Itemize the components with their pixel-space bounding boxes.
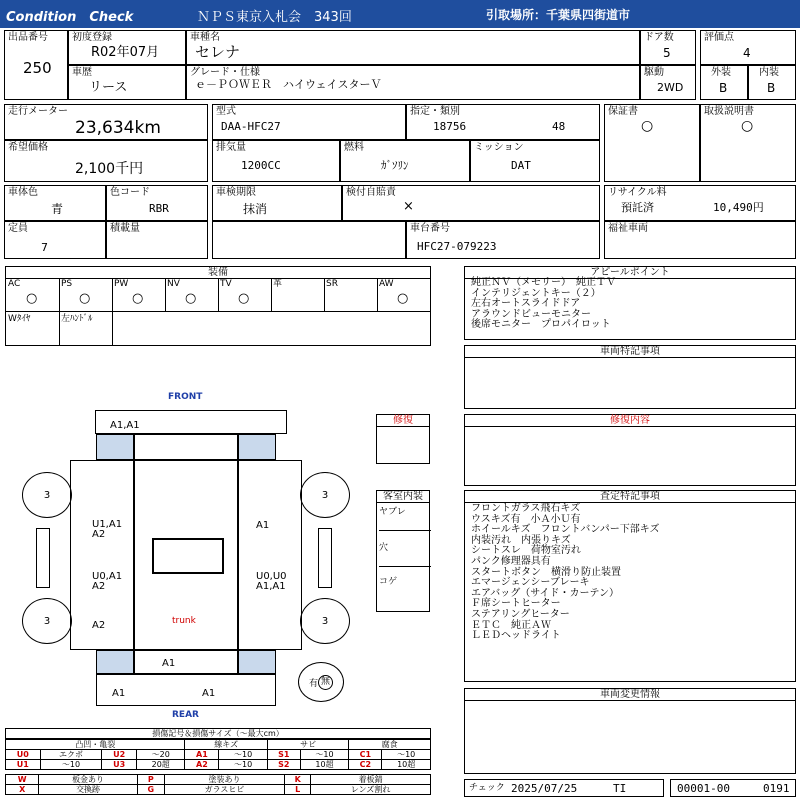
change-info-title: 車両変更情報 — [465, 689, 795, 701]
color-code-value: RBR — [149, 202, 169, 215]
history-cell — [68, 65, 186, 100]
symbol-cell: L — [285, 785, 311, 795]
front-label: FRONT — [168, 392, 203, 402]
body-color-value: 青 — [51, 202, 64, 216]
grade-label: グレード・仕様 — [190, 67, 260, 78]
rear-gate-val: A1 — [162, 658, 176, 669]
inspection-value: 抹消 — [243, 202, 268, 216]
spare-tire-indicator — [298, 662, 344, 702]
header-bar — [0, 0, 800, 28]
interior-cell — [748, 65, 796, 100]
legend-cell: ～10 — [300, 750, 349, 760]
manual-cell — [700, 104, 796, 182]
legend-cell: ～20 — [136, 750, 185, 760]
welfare-label: 福祉車両 — [608, 223, 648, 234]
history-value: リース — [89, 80, 128, 95]
symbol-cell: 交換跡 — [39, 785, 138, 795]
equipment-label: PW — [114, 279, 129, 289]
left-front-door-val: U1,A1 A2 — [92, 519, 123, 540]
tire-front-left: 3 — [22, 472, 72, 518]
tire-rear-right: 3 — [300, 598, 350, 644]
rear-right-val: A1 — [202, 688, 216, 699]
capacity-label: 定員 — [8, 223, 28, 234]
legend-cell: エクボ — [40, 750, 102, 760]
left-rear-door-val: U0,A1 A2 — [92, 571, 123, 592]
color-code-label: 色コード — [110, 187, 150, 198]
liability-label: 検付自賠責 — [346, 187, 396, 198]
assessment-title: 査定特記事項 — [465, 491, 795, 503]
first-reg-label: 初度登録 — [72, 32, 112, 43]
score-value: 4 — [743, 46, 751, 60]
interior-damage-title: 客室内装 — [377, 491, 429, 503]
interior-item-burn: コゲ — [379, 577, 398, 587]
equipment-aw — [377, 278, 431, 312]
side-mirror-left — [36, 528, 50, 588]
first-reg-value: R02年07月 — [91, 45, 160, 60]
exterior-value: B — [719, 81, 728, 95]
legend-cell: ～10 — [219, 760, 268, 770]
grade-cell — [186, 65, 640, 100]
color-code-cell — [106, 185, 208, 221]
appeal-title: アピールポイント — [465, 267, 795, 279]
trunk-label: trunk — [172, 616, 196, 626]
manual-label: 取扱説明書 — [704, 106, 754, 117]
tailgate — [134, 650, 238, 674]
score-cell — [700, 30, 796, 65]
model-label: 型式 — [216, 106, 236, 117]
body-color-cell — [4, 185, 106, 221]
repair-contents-panel — [464, 414, 796, 486]
equipment-value: ○ — [26, 291, 38, 306]
check-date: 2025/07/25 — [511, 782, 578, 795]
exterior-label: 外装 — [711, 67, 731, 78]
rear-left-val: A1 — [112, 688, 126, 699]
symbol-cell: 塗装あり — [164, 775, 284, 785]
legend-cell: ～10 — [382, 750, 431, 760]
model-cell — [212, 104, 406, 140]
check-footer — [464, 779, 664, 797]
assessment-text: フロントガラス飛石キズ ウスキズ有 小Ａ小Ｕ有 ホイールキズ フロントバンパー下部キズ 内装汚れ 内張りキズ シートスレ 荷物室汚れ パンク修理器具有 スタートボタン 横滑り防止装置 エマージェンシーブレーキ エアバッグ（サイド・カーテン） Ｆ席シートヒーター ステアリングヒーター ＥＴＣ 純正ＡＷ ＬＥＤヘッドライト — [471, 503, 660, 642]
mission-cell — [470, 140, 600, 182]
displacement-value: 1200CC — [241, 159, 281, 172]
welfare-cell — [604, 221, 796, 259]
front-body — [134, 434, 238, 460]
symbol-cell: G — [137, 785, 164, 795]
legend-cell: ～10 — [40, 760, 102, 770]
repair-box — [376, 414, 430, 464]
score-label: 評価点 — [704, 32, 734, 43]
load-label: 積載量 — [110, 223, 140, 234]
symbol-cell: W — [6, 775, 39, 785]
lot-cell — [4, 30, 68, 100]
symbol-cell: ガラスヒビ — [164, 785, 284, 795]
symbol-cell: レンズ割れ — [311, 785, 431, 795]
legend-title: 損傷記号＆損傷サイズ（～最大cm） — [5, 728, 431, 739]
right-rear-door-val: U0,U0 A1,A1 — [256, 571, 287, 592]
legend-cell: A2 — [185, 760, 219, 770]
inspection-cell — [212, 185, 342, 221]
warranty-cell — [604, 104, 700, 182]
tire-rear-left: 3 — [22, 598, 72, 644]
appeal-text: 純正ＮＶ（メモリー） 純正ＴＶ インテリジェントキー（２） 左右オートスライドドア アラウンドビューモニター 後席モニター プロパイロット — [471, 277, 616, 331]
appeal-panel — [464, 266, 796, 340]
legend-cell: A1 — [185, 750, 219, 760]
equipment-label: PS — [61, 279, 73, 289]
spare-tire-absent: 無 — [318, 675, 333, 690]
interior-value: B — [767, 81, 776, 95]
symbol-cell: 着板錆 — [311, 775, 431, 785]
equipment-nv — [165, 278, 219, 312]
special-notes-title: 車両特記事項 — [465, 346, 795, 358]
right-body — [238, 460, 302, 650]
chassis-value: HFC27-079223 — [417, 240, 497, 253]
equipment-革 — [271, 278, 325, 312]
legend-header: 凸凹・亀裂 — [6, 740, 185, 750]
equipment-value: ○ — [238, 291, 250, 306]
mission-value: DAT — [511, 159, 531, 172]
recycle-cell — [604, 185, 796, 221]
equipment-label: 革 — [273, 279, 283, 289]
drive-label: 駆動 — [644, 67, 664, 78]
exterior-cell — [700, 65, 748, 100]
capacity-cell — [4, 221, 106, 259]
car-name-cell — [186, 30, 640, 65]
warranty-value: ○ — [641, 118, 654, 134]
inspector-code: TI — [613, 782, 627, 795]
symbol-row — [6, 785, 431, 795]
damage-legend — [5, 728, 431, 794]
inspection-label: 車検期限 — [216, 187, 256, 198]
check-label: チェック — [469, 783, 505, 793]
doors-label: ドア数 — [644, 32, 674, 43]
chassis-label: 車台番号 — [410, 223, 450, 234]
capacity-value: 7 — [41, 241, 48, 254]
drive-cell — [640, 65, 696, 100]
displacement-cell — [212, 140, 340, 182]
chassis-cell — [406, 221, 600, 259]
recycle-label: リサイクル料 — [608, 187, 667, 198]
lot-number: 250 — [23, 59, 52, 77]
symbol-cell: K — [285, 775, 311, 785]
legend-cell: U2 — [102, 750, 137, 760]
designation-cell — [406, 104, 600, 140]
equipment-label: AW — [379, 279, 394, 289]
spare-tire-present: 有 — [308, 678, 318, 689]
mileage-label: 走行メーター — [8, 106, 68, 117]
car-name-value: セレナ — [195, 43, 241, 61]
code-footer — [670, 779, 796, 797]
legend-cell: C1 — [349, 750, 382, 760]
load-cell — [106, 221, 208, 259]
equipment-label: AC — [8, 279, 21, 289]
windshield-left — [96, 434, 134, 460]
equipment-value: ○ — [185, 291, 197, 306]
side-mirror-right — [318, 528, 332, 588]
front-bumper-val: A1,A1 — [110, 420, 140, 431]
symbol-cell: 板金あり — [39, 775, 138, 785]
equipment-tv — [218, 278, 272, 312]
mileage-value: 23,634km — [75, 118, 161, 138]
equipment-label: TV — [220, 279, 232, 289]
recycle-fee: 10,490円 — [713, 201, 764, 214]
legend-table — [5, 739, 431, 770]
sheet-title: Condition Check — [6, 10, 134, 25]
price-label: 希望価格 — [8, 142, 48, 153]
legend-cell: 10超 — [382, 760, 431, 770]
fuel-label: 燃料 — [344, 142, 364, 153]
interior-damage-box — [376, 490, 430, 612]
equipment-label: SR — [326, 279, 338, 289]
symbol-cell: P — [137, 775, 164, 785]
history-label: 車歴 — [72, 67, 92, 78]
doors-value: 5 — [663, 46, 671, 60]
rear-glass-right — [238, 650, 276, 674]
car-diagram — [0, 380, 380, 720]
fuel-cell — [340, 140, 470, 182]
left-rear-quarter-val: A2 — [92, 620, 106, 631]
category-value: 48 — [552, 120, 566, 133]
legend-header: 腐食 — [349, 740, 431, 750]
designation-label: 指定・類別 — [410, 106, 460, 117]
equipment-title: 装備 — [6, 267, 430, 279]
equipment-value: ○ — [397, 291, 409, 306]
model-value: DAA-HFC27 — [221, 120, 281, 133]
body-color-label: 車体色 — [8, 187, 38, 198]
equipment-panel — [5, 266, 431, 346]
equipment-extra — [6, 312, 60, 346]
price-cell — [4, 140, 208, 182]
fuel-value: ｶﾞｿﾘﾝ — [381, 159, 409, 172]
change-info-panel — [464, 688, 796, 774]
repair-label: 修復 — [377, 415, 429, 427]
legend-cell: U1 — [6, 760, 41, 770]
liability-cell — [342, 185, 600, 221]
symbol-cell: X — [6, 785, 39, 795]
legend-header-row — [6, 740, 431, 750]
roof-window — [152, 538, 224, 574]
repair-contents-title: 修復内容 — [465, 415, 795, 427]
grade-value: ｅ－ＰＯＷＥＲ ハイウェイスターＶ — [195, 78, 382, 91]
equipment-extra — [59, 312, 113, 346]
doors-cell — [640, 30, 696, 65]
interior-label: 内装 — [759, 67, 779, 78]
windshield-right — [238, 434, 276, 460]
auction-name: ＮＰＳ東京入札会 343回 — [197, 10, 352, 25]
equipment-ps — [59, 278, 113, 312]
symbol-row — [6, 775, 431, 785]
assessment-panel — [464, 490, 796, 682]
equipment-extra-label: 左ﾊﾝﾄﾞﾙ — [61, 314, 93, 324]
special-notes-panel — [464, 345, 796, 409]
interior-item-hole: 穴 — [379, 543, 431, 567]
equipment-sr — [324, 278, 378, 312]
legend-cell: C2 — [349, 760, 382, 770]
footer-number: 0191 — [763, 782, 790, 795]
price-value: 2,100千円 — [75, 161, 144, 177]
legend-cell: 20超 — [136, 760, 185, 770]
legend-header: 線キズ — [185, 740, 267, 750]
equipment-label: NV — [167, 279, 180, 289]
equipment-value: ○ — [79, 291, 91, 306]
designation-value: 18756 — [433, 120, 467, 133]
legend-row — [6, 750, 431, 760]
legend-cell: S1 — [267, 750, 300, 760]
legend-cell: 10超 — [300, 760, 349, 770]
equipment-value: ○ — [132, 291, 144, 306]
liability-value: × — [403, 199, 414, 214]
tire-front-right: 3 — [300, 472, 350, 518]
mission-label: ミッション — [474, 142, 524, 153]
rear-label: REAR — [172, 710, 199, 720]
mileage-cell — [4, 104, 208, 140]
legend-cell: U3 — [102, 760, 137, 770]
symbol-table — [5, 774, 431, 795]
equipment-pw — [112, 278, 166, 312]
legend-header: サビ — [267, 740, 348, 750]
warranty-label: 保証書 — [608, 106, 638, 117]
equipment-ac — [6, 278, 60, 312]
interior-item-tear: ヤブレ — [379, 507, 431, 531]
legend-cell: ～10 — [219, 750, 268, 760]
blank-cell — [212, 221, 406, 259]
recycle-status: 預託済 — [621, 201, 654, 214]
legend-cell: S2 — [267, 760, 300, 770]
drive-value: 2WD — [657, 81, 684, 94]
footer-code: 00001-00 — [677, 782, 730, 795]
legend-cell: U0 — [6, 750, 41, 760]
manual-value: ○ — [741, 118, 754, 134]
legend-row — [6, 760, 431, 770]
first-reg-cell — [68, 30, 186, 65]
rear-glass-left — [96, 650, 134, 674]
lot-label: 出品番号 — [8, 32, 48, 43]
car-name-label: 車種名 — [190, 32, 220, 43]
pickup-location: 引取場所：千葉県四街道市 — [486, 8, 631, 22]
equipment-extra-label: Wﾀｲﾔ — [8, 314, 31, 324]
right-front-door-val: A1 — [256, 520, 270, 531]
displacement-label: 排気量 — [216, 142, 246, 153]
